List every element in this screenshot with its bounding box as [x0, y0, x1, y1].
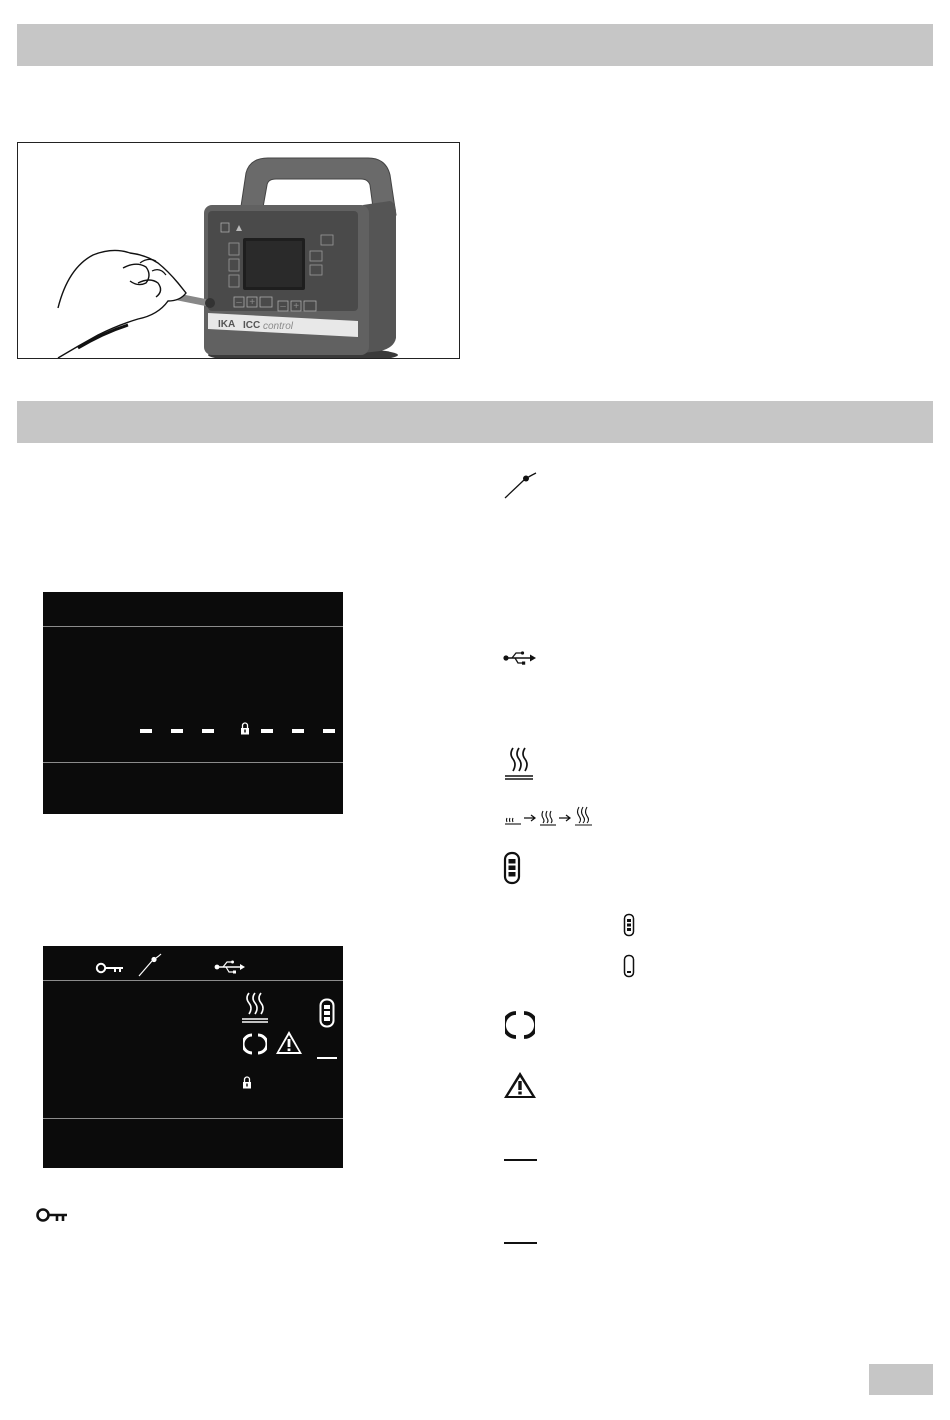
- battery-full-icon: [623, 913, 635, 937]
- key-icon: [95, 962, 125, 974]
- device-brand-label: IKA: [218, 319, 236, 330]
- dash-placeholder: [140, 729, 152, 733]
- screen-divider-top: [43, 626, 343, 627]
- dash-placeholder: [261, 729, 273, 733]
- dash-placeholder: [202, 729, 214, 733]
- key-icon: [35, 1207, 69, 1223]
- battery-icon: [503, 851, 521, 885]
- screen-divider-bottom: [43, 762, 343, 763]
- svg-text:–: –: [236, 297, 242, 308]
- heating-icon: [503, 745, 535, 781]
- device-model-label: ICC: [243, 320, 261, 331]
- svg-text:–: –: [280, 301, 286, 312]
- screen-divider-top: [43, 980, 343, 981]
- padlock-icon: [240, 722, 250, 735]
- section-header-band-1: [17, 24, 933, 66]
- heating-levels-icon: [503, 805, 595, 827]
- display-screen-status-icons: [43, 946, 343, 1168]
- device-model-suffix: control: [263, 321, 294, 332]
- dash-placeholder: [171, 729, 183, 733]
- battery-icon: [319, 998, 335, 1028]
- device-illustration: [17, 142, 460, 359]
- section-header-band-2: [17, 401, 933, 443]
- dash-placeholder: [292, 729, 304, 733]
- heating-icon: [240, 990, 270, 1024]
- usb-icon: [214, 960, 246, 974]
- temperature-probe-icon: [503, 470, 539, 500]
- level-bar: [504, 1159, 537, 1161]
- warning-triangle-icon: [503, 1071, 537, 1099]
- battery-empty-icon: [623, 954, 635, 978]
- svg-text:+: +: [249, 297, 255, 308]
- temperature-probe-icon: [137, 952, 163, 978]
- page-number-tab: [869, 1364, 933, 1395]
- display-screen-default: [43, 592, 343, 814]
- usb-icon: [503, 650, 537, 666]
- circulation-icon: [243, 1032, 267, 1056]
- level-bar: [504, 1242, 537, 1244]
- screen-divider-bottom: [43, 1118, 343, 1119]
- warning-triangle-icon: [275, 1030, 303, 1056]
- level-bar: [317, 1057, 337, 1059]
- circulation-icon: [505, 1010, 535, 1040]
- dash-placeholder: [323, 729, 335, 733]
- padlock-icon: [242, 1076, 252, 1089]
- svg-text:+: +: [293, 301, 299, 312]
